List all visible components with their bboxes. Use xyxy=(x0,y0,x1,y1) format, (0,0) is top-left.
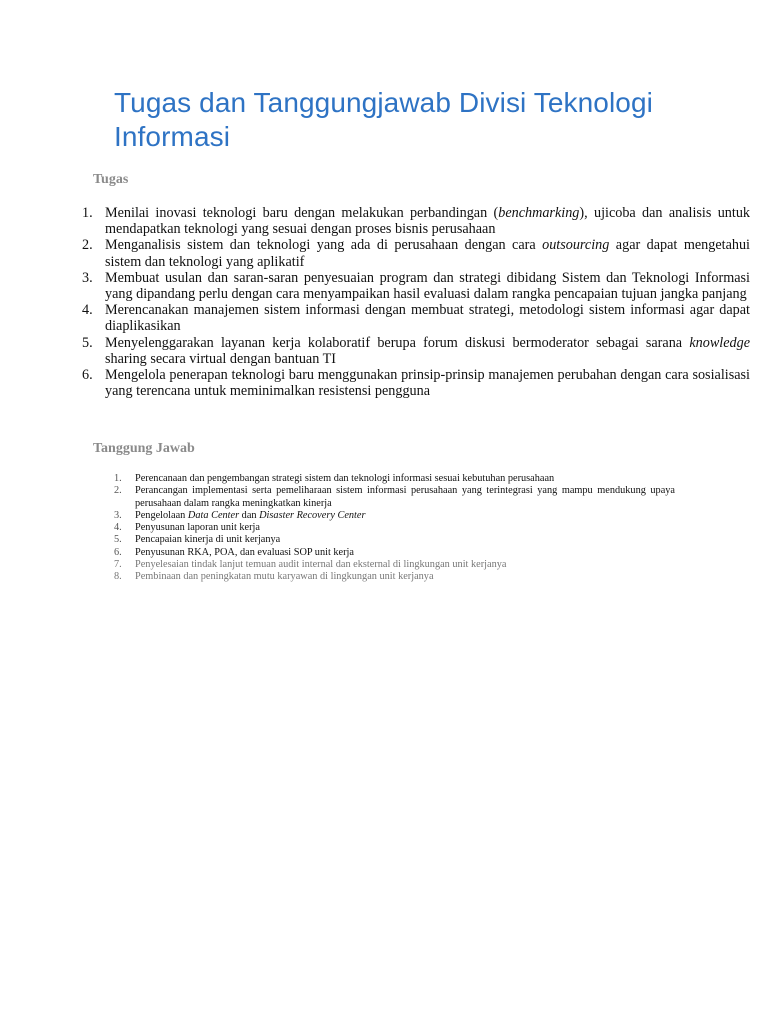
list-item xyxy=(93,547,675,559)
list-number: 3. xyxy=(82,269,93,286)
tanggung-jawab-list xyxy=(93,473,675,584)
list-number: 1. xyxy=(114,473,122,484)
item-text: Penyelesaian tindak lanjut temuan audit internal dan eksternal di lingkungan unit kerjanya xyxy=(135,559,507,571)
list-number: 6. xyxy=(82,367,93,384)
item-text: Membuat usulan dan saran-saran penyesuaian program dan strategi dibidang Sistem dan Teknologi Informasi yang dipandang perlu dengan cara menyampaikan hasil evaluasi dalam rangka pencapaian tujuan jangka panjang xyxy=(105,269,750,303)
list-item xyxy=(93,510,675,522)
item-emphasis: Disaster Recovery Center xyxy=(259,509,366,521)
section-heading-tanggung-jawab: Tanggung Jawab xyxy=(93,441,195,456)
list-number: 2. xyxy=(82,237,93,254)
item-text: Mengelola penerapan teknologi baru menggunakan prinsip-prinsip manajemen perubahan dengan cara sosialisasi yang terencana untuk meminimalkan resistensi pengguna xyxy=(105,367,750,400)
list-item xyxy=(70,270,750,302)
list-number: 1. xyxy=(82,205,93,221)
list-item xyxy=(93,571,675,583)
item-text: Pembinaan dan peningkatan mutu karyawan di lingkungan unit kerjanya xyxy=(135,571,434,583)
item-emphasis: knowledge xyxy=(689,334,750,351)
list-number: 5. xyxy=(82,334,93,351)
list-number: 5. xyxy=(114,534,122,546)
list-item xyxy=(93,534,675,546)
item-text: Penyusunan laporan unit kerja xyxy=(135,522,260,534)
item-text: ), ujicoba dan analisis untuk mendapatkan teknologi yang sesuai dengan proses bisnis perusahaan xyxy=(105,205,751,238)
list-number: 2. xyxy=(114,485,122,497)
list-item xyxy=(93,473,675,485)
list-item xyxy=(93,522,675,534)
list-number: 4. xyxy=(114,522,122,534)
item-text: Pencapaian kinerja di unit kerjanya xyxy=(135,534,281,546)
list-item xyxy=(93,485,675,510)
item-text: Menilai inovasi teknologi baru dengan melakukan perbandingan ( xyxy=(105,205,499,221)
item-text: Penyusunan RKA, POA, dan evaluasi SOP unit kerja xyxy=(135,546,354,558)
list-number: 6. xyxy=(114,546,122,558)
item-text: Pengelolaan xyxy=(135,509,188,521)
item-text: Perencanaan dan pengembangan strategi sistem dan teknologi informasi sesuai kebutuhan perusahaan xyxy=(135,473,555,484)
list-item xyxy=(70,237,750,269)
list-item xyxy=(70,367,750,399)
item-text: Menganalisis sistem dan teknologi yang ada di perusahaan dengan cara xyxy=(105,237,543,254)
list-item xyxy=(70,335,750,367)
item-emphasis: outsourcing xyxy=(542,237,610,254)
item-text: agar dapat mengetahui sistem dan teknologi yang aplikatif xyxy=(105,237,751,270)
item-text: Perancangan implementasi serta pemeliharaan sistem informasi perusahaan yang terintegrasi yang mampu mendukung upaya perusahaan dalam rangka meningkatkan kinerja xyxy=(135,485,675,509)
section-heading-tugas: Tugas xyxy=(93,172,129,187)
page-title: Tugas dan Tanggungjawab Divisi Teknologi Informasi xyxy=(114,87,653,152)
list-number: 7. xyxy=(114,559,122,571)
item-emphasis: benchmarking xyxy=(498,205,580,221)
list-number: 8. xyxy=(114,571,122,583)
item-text: dan xyxy=(239,509,260,521)
item-text: Menyelenggarakan layanan kerja kolaboratif berupa forum diskusi bermoderator sebagai sarana xyxy=(105,334,690,351)
list-number: 4. xyxy=(82,302,93,319)
item-text: Merencanakan manajemen sistem informasi dengan membuat strategi, metodologi sistem informasi agar dapat diaplikasikan xyxy=(105,302,750,335)
list-item xyxy=(70,302,750,334)
list-number: 3. xyxy=(114,509,122,521)
item-emphasis: Data Center xyxy=(187,509,240,521)
list-item xyxy=(70,205,750,237)
list-item xyxy=(93,559,675,571)
tugas-list xyxy=(70,205,750,399)
item-text: sharing secara virtual dengan bantuan TI xyxy=(105,350,336,367)
